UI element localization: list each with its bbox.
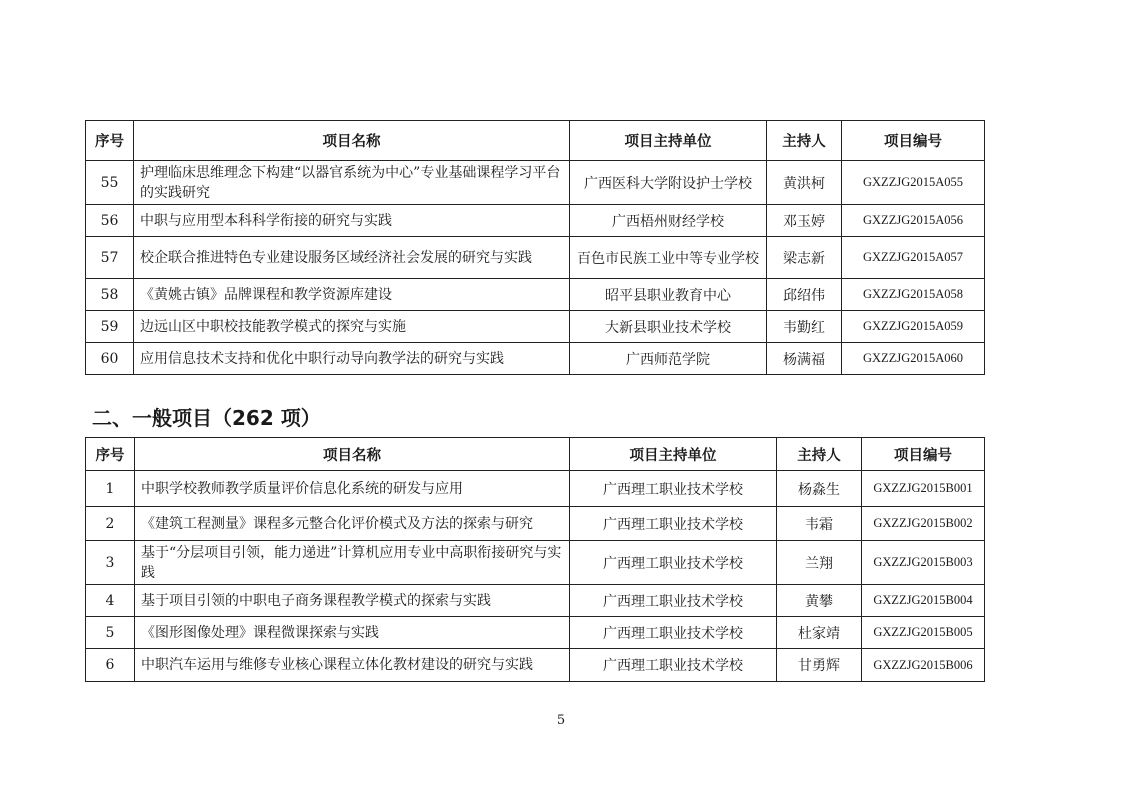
table-row — [86, 279, 985, 311]
row-index: 60 — [86, 343, 134, 375]
row-host-person: 杨满福 — [767, 343, 842, 375]
row-project-code: GXZZJG2015A056 — [842, 205, 985, 237]
row-host-person: 梁志新 — [767, 237, 842, 279]
row-project-name: 边远山区中职校技能教学模式的探究与实施 — [134, 311, 570, 343]
row-host-unit: 昭平县职业教育中心 — [570, 279, 767, 311]
row-host-person: 杨淼生 — [777, 471, 862, 507]
row-project-name: 《图形图像处理》课程微课探索与实践 — [135, 617, 570, 649]
general-projects-table — [85, 437, 985, 682]
row-host-person: 邓玉婷 — [767, 205, 842, 237]
header-host-person: 主持人 — [767, 121, 842, 161]
row-project-code: GXZZJG2015B005 — [862, 617, 985, 649]
table-row — [86, 343, 985, 375]
section-title: 二、一般项目（262 项） — [92, 406, 321, 430]
row-host-unit: 广西师范学院 — [570, 343, 767, 375]
table-row — [86, 237, 985, 279]
row-project-name: 护理临床思维理念下构建“以器官系统为中心”专业基础课程学习平台的实践研究 — [134, 161, 570, 205]
row-project-code: GXZZJG2015B001 — [862, 471, 985, 507]
header-host-unit: 项目主持单位 — [570, 438, 777, 471]
table-row — [86, 205, 985, 237]
header-project-name: 项目名称 — [135, 438, 570, 471]
row-host-person: 黄攀 — [777, 585, 862, 617]
table-row — [86, 617, 985, 649]
row-index: 2 — [86, 507, 135, 541]
row-host-unit: 广西理工职业技术学校 — [570, 541, 777, 585]
table-row — [86, 161, 985, 205]
key-projects-table — [85, 120, 985, 375]
row-project-name: 应用信息技术支持和优化中职行动导向教学法的研究与实践 — [134, 343, 570, 375]
row-project-code: GXZZJG2015A059 — [842, 311, 985, 343]
row-host-person: 邱绍伟 — [767, 279, 842, 311]
row-host-person: 甘勇辉 — [777, 649, 862, 682]
header-host-unit: 项目主持单位 — [570, 121, 767, 161]
row-index: 3 — [86, 541, 135, 585]
header-project-code: 项目编号 — [842, 121, 985, 161]
row-host-unit: 广西理工职业技术学校 — [570, 617, 777, 649]
table-row — [86, 541, 985, 585]
row-index: 58 — [86, 279, 134, 311]
header-project-name: 项目名称 — [134, 121, 570, 161]
row-project-code: GXZZJG2015B003 — [862, 541, 985, 585]
row-host-unit: 广西理工职业技术学校 — [570, 649, 777, 682]
header-host-person: 主持人 — [777, 438, 862, 471]
table-header-row — [86, 438, 985, 471]
row-index: 5 — [86, 617, 135, 649]
table-row — [86, 311, 985, 343]
row-project-name: 中职学校教师教学质量评价信息化系统的研发与应用 — [135, 471, 570, 507]
row-index: 59 — [86, 311, 134, 343]
row-project-code: GXZZJG2015A055 — [842, 161, 985, 205]
row-host-unit: 广西理工职业技术学校 — [570, 471, 777, 507]
row-host-unit: 大新县职业技术学校 — [570, 311, 767, 343]
row-project-name: 基于“分层项目引领，能力递进”计算机应用专业中高职衔接研究与实践 — [135, 541, 570, 585]
row-index: 4 — [86, 585, 135, 617]
row-host-person: 杜家靖 — [777, 617, 862, 649]
table-row — [86, 471, 985, 507]
row-project-name: 《黄姚古镇》品牌课程和教学资源库建设 — [134, 279, 570, 311]
table-row — [86, 507, 985, 541]
row-project-name: 基于项目引领的中职电子商务课程教学模式的探索与实践 — [135, 585, 570, 617]
row-index: 1 — [86, 471, 135, 507]
row-host-unit: 广西理工职业技术学校 — [570, 585, 777, 617]
row-host-unit: 百色市民族工业中等专业学校 — [570, 237, 767, 279]
row-project-code: GXZZJG2015A058 — [842, 279, 985, 311]
row-index: 56 — [86, 205, 134, 237]
row-host-unit: 广西医科大学附设护士学校 — [570, 161, 767, 205]
row-project-code: GXZZJG2015A060 — [842, 343, 985, 375]
page-number: 5 — [556, 713, 566, 728]
row-host-unit: 广西梧州财经学校 — [570, 205, 767, 237]
row-host-person: 黄洪柯 — [767, 161, 842, 205]
row-project-name: 校企联合推进特色专业建设服务区域经济社会发展的研究与实践 — [134, 237, 570, 279]
row-index: 6 — [86, 649, 135, 682]
row-index: 55 — [86, 161, 134, 205]
table-row — [86, 585, 985, 617]
header-index: 序号 — [86, 121, 134, 161]
table-header-row — [86, 121, 985, 161]
row-project-name: 中职汽车运用与维修专业核心课程立体化教材建设的研究与实践 — [135, 649, 570, 682]
row-index: 57 — [86, 237, 134, 279]
row-project-code: GXZZJG2015B002 — [862, 507, 985, 541]
header-project-code: 项目编号 — [862, 438, 985, 471]
row-project-code: GXZZJG2015B004 — [862, 585, 985, 617]
row-host-person: 韦勤红 — [767, 311, 842, 343]
row-project-name: 《建筑工程测量》课程多元整合化评价模式及方法的探索与研究 — [135, 507, 570, 541]
header-index: 序号 — [86, 438, 135, 471]
row-project-code: GXZZJG2015B006 — [862, 649, 985, 682]
row-project-code: GXZZJG2015A057 — [842, 237, 985, 279]
row-host-unit: 广西理工职业技术学校 — [570, 507, 777, 541]
table-row — [86, 649, 985, 682]
row-project-name: 中职与应用型本科科学衔接的研究与实践 — [134, 205, 570, 237]
row-host-person: 兰翔 — [777, 541, 862, 585]
row-host-person: 韦霜 — [777, 507, 862, 541]
